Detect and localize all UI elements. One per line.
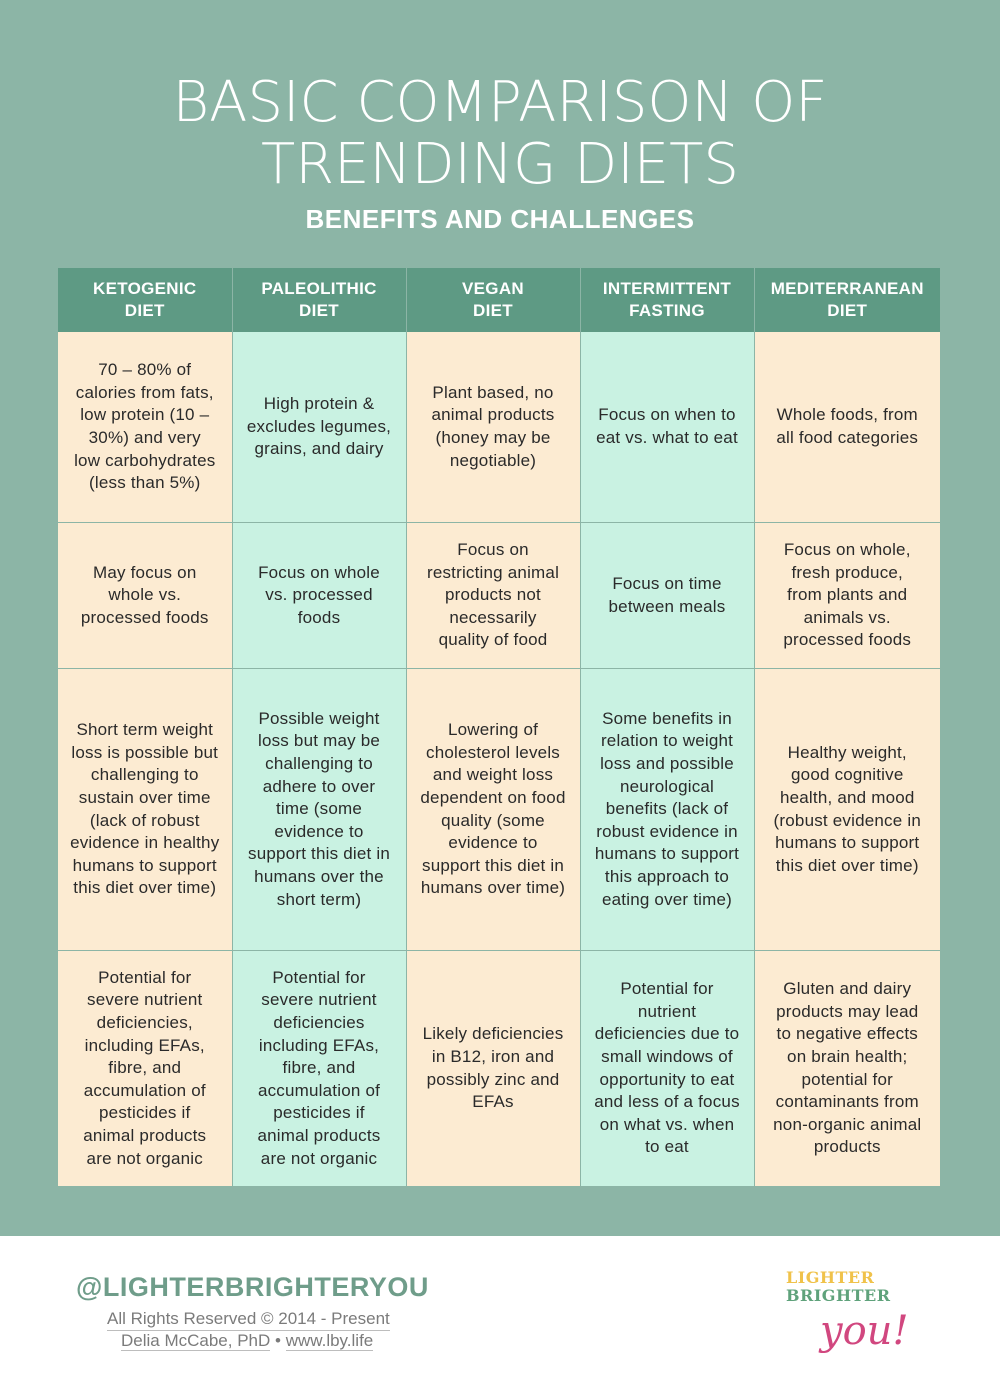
logo-word-lighter: LIGHTER: [786, 1268, 875, 1287]
table-cell: Potential for nutrient deficiencies due to small windows of opportunity to eat and less of a focus on what vs. when to eat: [580, 951, 754, 1187]
title-line-1: BASIC COMPARISON OF: [172, 70, 828, 135]
table-row: [58, 669, 940, 951]
table-row: [58, 951, 940, 1187]
table-header-row: [58, 268, 940, 332]
author-name: Delia McCabe, PhD: [121, 1331, 271, 1350]
table-cell: Plant based, no animal products (honey may be negotiable): [406, 332, 580, 523]
table-row: [58, 523, 940, 669]
website-link[interactable]: www.lby.life: [285, 1331, 374, 1350]
table-cell: Lowering of cholesterol levels and weight loss dependent on food quality (some evidence to support this diet in humans over time): [406, 669, 580, 951]
page-subtitle: BENEFITS AND CHALLENGES: [305, 204, 695, 234]
table-cell: Potential for severe nutrient deficiencies including EFAs, fibre, and accumulation of pesticides if animal products are not organic: [232, 951, 406, 1187]
table-cell: Possible weight loss but may be challenging to adhere to over time (some evidence to support this diet in humans over the short term): [232, 669, 406, 951]
separator-dot: •: [275, 1331, 281, 1350]
header-mediterranean: MEDITERRANEAN DIET: [754, 268, 940, 332]
page-title: [0, 72, 1000, 196]
table-cell: Some benefits in relation to weight loss and possible neurological benefits (lack of robust evidence in humans to support this approach to eating over time): [580, 669, 754, 951]
table-row: [58, 332, 940, 523]
table-cell: 70 – 80% of calories from fats, low protein (10 – 30%) and very low carbohydrates (less than 5%): [58, 332, 232, 523]
table-cell: Whole foods, from all food categories: [754, 332, 940, 523]
table-cell: Focus on when to eat vs. what to eat: [580, 332, 754, 523]
table-cell: Potential for severe nutrient deficiencies, including EFAs, fibre, and accumulation of pesticides if animal products are not organic: [58, 951, 232, 1187]
logo-word-brighter: BRIGHTER: [786, 1286, 891, 1305]
header-vegan: VEGAN DIET: [406, 268, 580, 332]
table-cell: Short term weight loss is possible but challenging to sustain over time (lack of robust evidence in healthy humans to support this diet over time): [58, 669, 232, 951]
copyright-text: [107, 1308, 390, 1331]
header-intermittent-fasting: INTERMITTENT FASTING: [580, 268, 754, 332]
brand-logo: [780, 1264, 920, 1364]
social-handle: @LIGHTERBRIGHTERYOU: [76, 1272, 429, 1302]
table-cell: Focus on time between meals: [580, 523, 754, 669]
title-line-2: TRENDING DIETS: [261, 132, 739, 197]
logo-word-you: you!: [820, 1308, 909, 1354]
header-paleolithic: PALEOLITHIC DIET: [232, 268, 406, 332]
rights-line: All Rights Reserved © 2014 - Present: [107, 1308, 390, 1331]
diet-comparison-table: [58, 268, 940, 1186]
table-cell: May focus on whole vs. processed foods: [58, 523, 232, 669]
table-cell: Focus on restricting animal products not necessarily quality of food: [406, 523, 580, 669]
table-cell: Healthy weight, good cognitive health, and mood (robust evidence in humans to support this diet over time): [754, 669, 940, 951]
header-ketogenic: KETOGENIC DIET: [58, 268, 232, 332]
table-cell: Gluten and dairy products may lead to negative effects on brain health; potential for contaminants from non-organic animal products: [754, 951, 940, 1187]
table-cell: Focus on whole vs. processed foods: [232, 523, 406, 669]
author-credit: [121, 1330, 373, 1352]
table-cell: High protein & excludes legumes, grains, and dairy: [232, 332, 406, 523]
table-cell: Likely deficiencies in B12, iron and possibly zinc and EFAs: [406, 951, 580, 1187]
table-cell: Focus on whole, fresh produce, from plants and animals vs. processed foods: [754, 523, 940, 669]
logo-script-icon: [780, 1264, 920, 1364]
